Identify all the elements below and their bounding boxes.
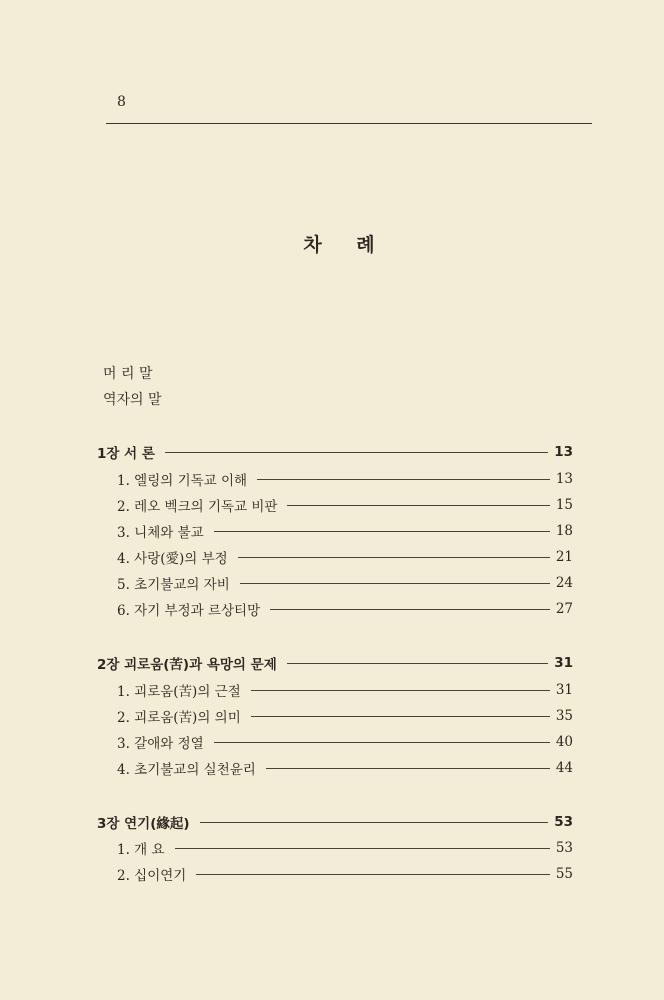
toc-section	[117, 599, 573, 619]
section-label: 4. 사랑(愛)의 부정	[117, 551, 228, 567]
leader-line	[200, 822, 549, 823]
leader-line	[240, 583, 550, 584]
leader-line	[270, 609, 550, 610]
leader-line	[196, 874, 549, 875]
section-page: 21	[555, 549, 573, 565]
section-page: 27	[555, 601, 573, 617]
section-label: 5. 초기불교의 자비	[117, 577, 230, 593]
chapter-page: 31	[554, 655, 573, 671]
section-page: 31	[555, 682, 573, 698]
chapter-label: 3장 연기(緣起)	[97, 816, 190, 832]
page-title: 차 례	[303, 234, 389, 256]
section-page: 18	[555, 523, 573, 539]
section-label: 2. 레오 벡크의 기독교 비판	[117, 499, 278, 515]
section-label: 3. 니체와 불교	[117, 525, 204, 541]
section-label: 1. 괴로움(苦)의 근절	[117, 684, 241, 700]
toc-section	[117, 732, 573, 752]
section-label: 4. 초기불교의 실천윤리	[117, 762, 256, 778]
toc-section	[117, 469, 573, 489]
toc-section	[117, 706, 573, 726]
leader-line	[287, 663, 548, 664]
leader-line	[257, 479, 550, 480]
section-label: 1. 엘링의 기독교 이해	[117, 473, 248, 489]
toc-section	[117, 521, 573, 541]
leader-line	[251, 716, 550, 717]
section-label: 1. 개 요	[117, 842, 165, 858]
leader-line	[266, 768, 550, 769]
section-page: 13	[555, 471, 573, 487]
section-label: 6. 자기 부정과 르상티망	[117, 603, 261, 619]
leader-line	[214, 531, 550, 532]
toc-section	[117, 495, 573, 515]
toc-section	[117, 864, 573, 884]
toc-chapter-1	[97, 442, 573, 462]
leader-line	[251, 690, 550, 691]
section-page: 40	[555, 734, 573, 750]
section-page: 53	[555, 840, 573, 856]
section-page: 35	[555, 708, 573, 724]
toc-chapter-2	[97, 653, 573, 673]
chapter-label: 1장 서 론	[97, 446, 155, 462]
header-rule	[106, 123, 592, 124]
chapter-page: 53	[554, 814, 573, 830]
toc-section	[117, 758, 573, 778]
section-page: 55	[555, 866, 573, 882]
chapter-label: 2장 괴로움(苦)과 욕망의 문제	[97, 657, 277, 673]
leader-line	[214, 742, 550, 743]
section-label: 2. 괴로움(苦)의 의미	[117, 710, 241, 726]
page-number: 8	[117, 94, 126, 110]
toc-section	[117, 838, 573, 858]
front-matter-translator-note: 역자의 말	[103, 392, 162, 408]
section-label: 2. 십이연기	[117, 868, 187, 884]
chapter-page: 13	[554, 444, 573, 460]
toc-section	[117, 547, 573, 567]
leader-line	[175, 848, 550, 849]
leader-line	[287, 505, 549, 506]
section-page: 44	[555, 760, 573, 776]
section-page: 24	[555, 575, 573, 591]
leader-line	[165, 452, 548, 453]
section-page: 15	[555, 497, 573, 513]
front-matter-preface: 머 리 말	[103, 366, 153, 382]
section-label: 3. 갈애와 정열	[117, 736, 204, 752]
toc-chapter-3	[97, 812, 573, 832]
toc-section	[117, 680, 573, 700]
leader-line	[238, 557, 550, 558]
toc-section	[117, 573, 573, 593]
